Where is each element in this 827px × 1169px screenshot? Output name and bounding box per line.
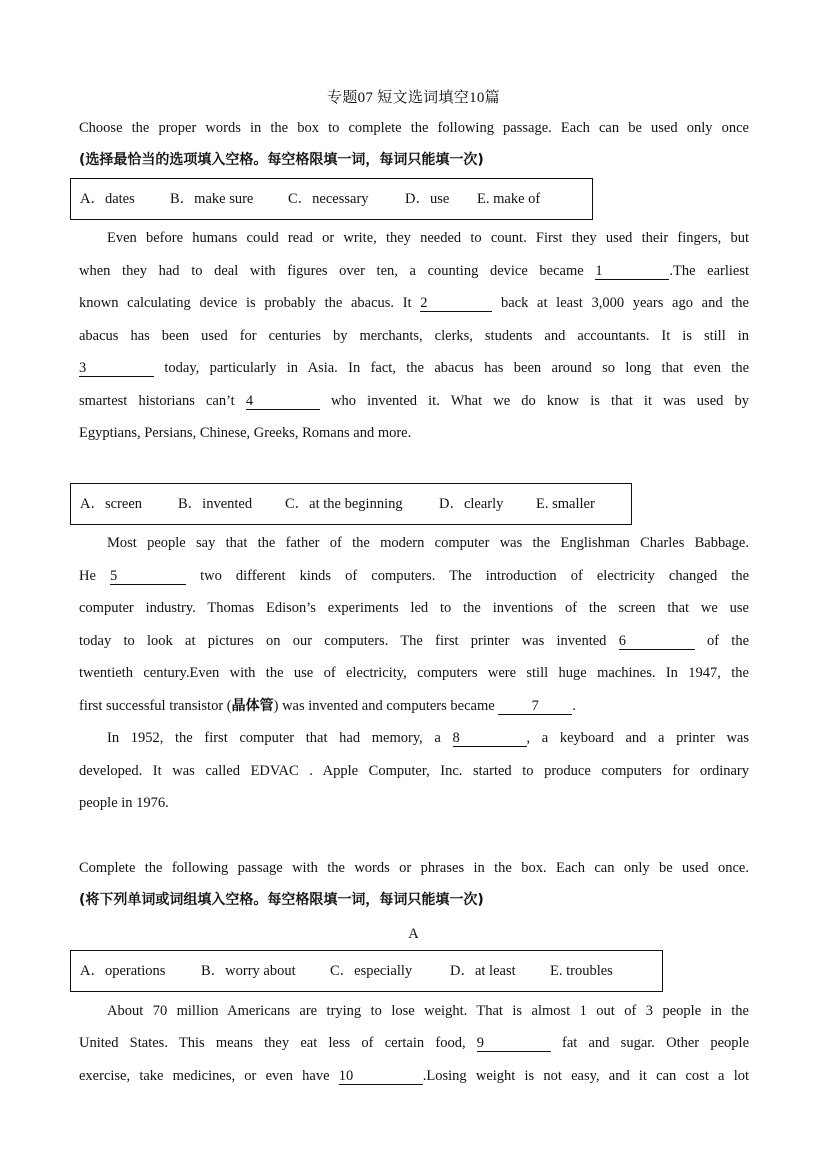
p1-line-1: Even before humans could read or write, they needed to count. First they used their fingers, but — [107, 230, 749, 246]
instruction-en-2: Complete the following passage with the words or phrases in the box. Each can only be used once. — [79, 860, 749, 876]
option-d: D．use — [405, 191, 450, 207]
p4-line-1: About 70 million Americans are trying to lose weight. That is almost 1 out of 3 people in the — [107, 1003, 749, 1019]
p2-line-4: today to look at pictures on our computers. The first printer was invented 6 of the — [79, 633, 750, 649]
p1-line-3: known calculating device is probably the abacus. It 2 back at least 3,000 years ago and the — [79, 295, 749, 311]
option-e: E. make of — [477, 191, 541, 207]
p1-line-6: smartest historians can’t 4 who invented it. What we do know is that it was used by — [79, 393, 750, 409]
option-a: A．operations — [80, 963, 166, 979]
option-b: B．make sure — [170, 191, 254, 207]
word-box-2 — [70, 483, 632, 525]
option-b: B．invented — [178, 496, 253, 512]
option-a: A．screen — [80, 496, 143, 512]
option-b: B．worry about — [201, 963, 296, 979]
section-label-a: A — [408, 926, 419, 942]
option-d: D．clearly — [439, 496, 504, 512]
blank-9[interactable]: 9 — [477, 1035, 551, 1052]
cn-gloss: 晶体管 — [231, 698, 274, 714]
blank-1[interactable]: 1 — [595, 263, 669, 280]
blank-2[interactable]: 2 — [420, 295, 492, 312]
option-e: E. smaller — [536, 496, 595, 512]
p3-line-2: developed. It was called EDVAC . Apple Computer, Inc. started to produce computers for ordinary — [79, 763, 749, 779]
blank-6[interactable]: 6 — [619, 633, 695, 650]
blank-4[interactable]: 4 — [246, 393, 320, 410]
blank-3[interactable]: 3 — [79, 360, 154, 377]
p2-line-3: computer industry. Thomas Edison’s experiments led to the inventions of the screen that we use — [79, 600, 749, 616]
p3-line-3: people in 1976. — [79, 795, 169, 811]
p4-line-3: exercise, take medicines, or even have 10 .Losing weight is not easy, and it can cost a lot — [79, 1068, 749, 1084]
page-title: 专题07 短文选词填空10篇 — [327, 90, 500, 106]
p2-line-5: twentieth century.Even with the use of electricity, computers were still huge machines. In 1947, the — [79, 665, 749, 681]
instruction-en-1: Choose the proper words in the box to complete the following passage. Each can be used only once — [79, 120, 749, 136]
blank-7[interactable]: 7 — [498, 698, 572, 715]
option-a: A．dates — [80, 191, 135, 207]
option-c: C．especially — [330, 963, 413, 979]
word-box-1 — [70, 178, 593, 220]
p2-line-1: Most people say that the father of the modern computer was the Englishman Charles Babbage. — [107, 535, 749, 551]
p1-line-5: 3 today, particularly in Asia. In fact, the abacus has been around so long that even the — [79, 360, 750, 376]
blank-5[interactable]: 5 — [110, 568, 186, 585]
option-d: D．at least — [450, 963, 516, 979]
word-box-3 — [70, 950, 663, 992]
p4-line-2: United States. This means they eat less of certain food, 9 fat and sugar. Other people — [79, 1035, 750, 1051]
p1-line-2: when they had to deal with figures over ten, a counting device became 1 .The earliest — [79, 263, 750, 279]
option-c: C．necessary — [288, 191, 369, 207]
instruction-cn-1: (选择最恰当的选项填入空格。每空格限填一词，每词只能填一次) — [79, 152, 484, 168]
p2-line-2: He 5 two different kinds of computers. The introduction of electricity changed the — [79, 568, 749, 584]
blank-8[interactable]: 8 — [453, 730, 527, 747]
option-c: C．at the beginning — [285, 496, 403, 512]
p1-line-4: abacus has been used for centuries by merchants, clerks, students and accountants. It is still in — [79, 328, 749, 344]
p3-line-1: In 1952, the first computer that had memory, a 8 , a keyboard and a printer was — [107, 730, 749, 746]
instruction-cn-2: (将下列单词或词组填入空格。每空格限填一词，每词只能填一次) — [79, 892, 484, 908]
p1-line-7: Egyptians, Persians, Chinese, Greeks, Romans and more. — [79, 425, 412, 441]
blank-10[interactable]: 10 — [339, 1068, 423, 1085]
option-e: E. troubles — [550, 963, 613, 979]
p2-line-6: first successful transistor (晶体管) was invented and computers became 7 . — [79, 698, 576, 714]
